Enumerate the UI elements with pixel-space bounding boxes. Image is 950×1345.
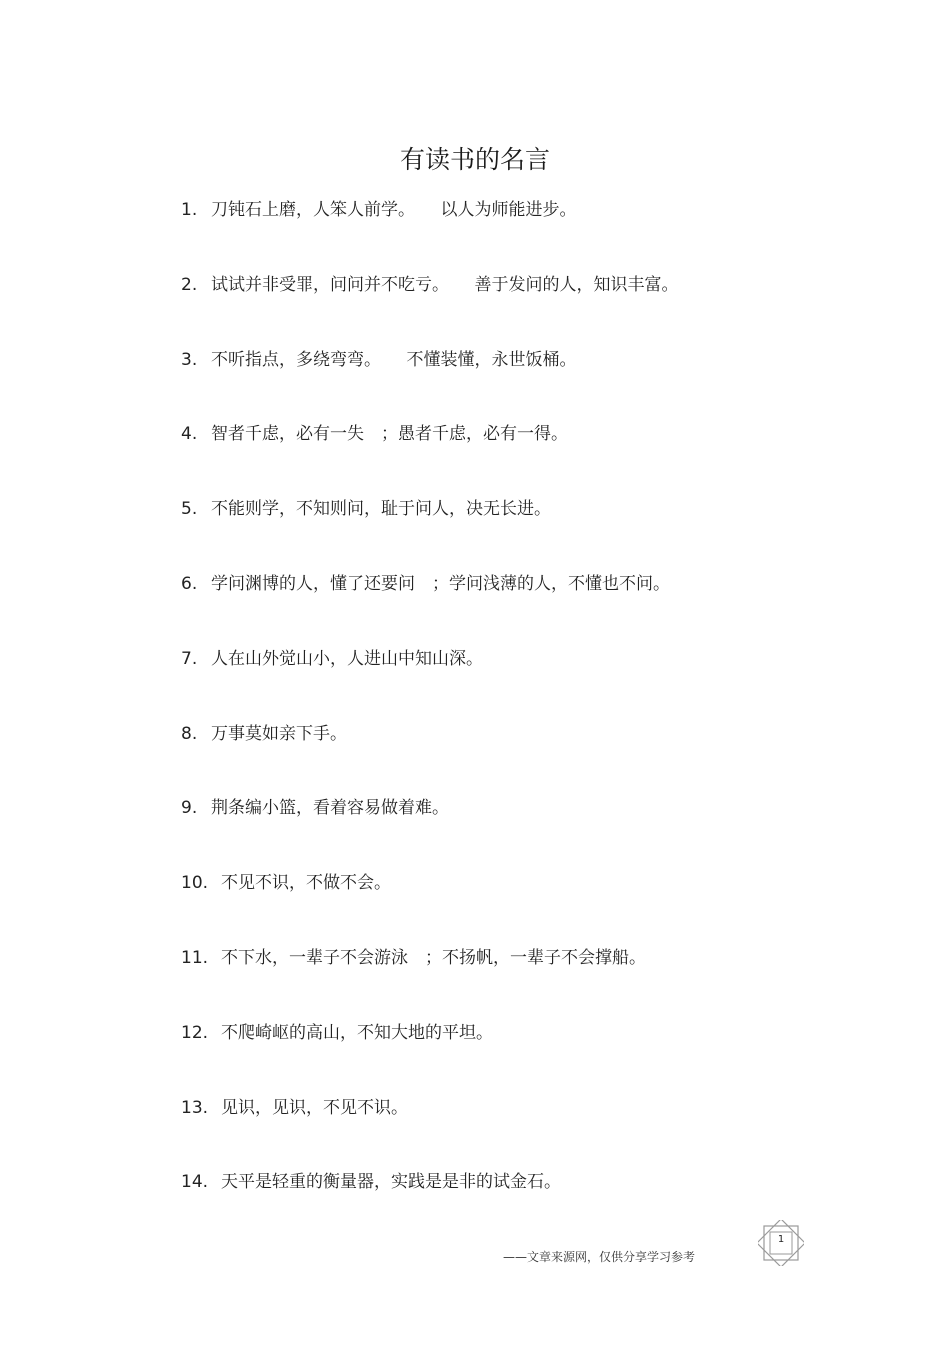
quote-number: 6.: [181, 573, 198, 594]
quote-item-7: [181, 646, 801, 721]
page-number-badge: [758, 1220, 804, 1266]
quote-text: 学问渊博的人，懂了还要问 ；学问浅薄的人，不懂也不问。: [211, 573, 670, 594]
quote-text: 见识，见识，不见不识。: [221, 1097, 408, 1118]
quote-text: 试试并非受罪，问问并不吃亏。 善于发问的人，知识丰富。: [211, 274, 679, 295]
quote-item-11: [181, 945, 801, 1020]
quote-number: 10.: [181, 873, 209, 894]
quote-item-9: [181, 795, 801, 870]
quote-number: 2.: [181, 274, 198, 295]
quote-item-8: [181, 721, 801, 796]
quote-text: 天平是轻重的衡量器，实践是是非的试金石。: [221, 1172, 561, 1193]
quote-text: 不听指点，多绕弯弯。 不懂装懂，永世饭桶。: [211, 349, 577, 370]
quote-text: 不能则学，不知则问，耻于问人，决无长进。: [211, 499, 551, 520]
quote-number: 7.: [181, 648, 198, 669]
quote-item-1: [181, 197, 801, 272]
quote-item-13: [181, 1095, 801, 1170]
quote-item-4: [181, 421, 801, 496]
quote-text: 荆条编小篮，看着容易做着难。: [211, 798, 449, 819]
quote-text: 刀钝石上磨，人笨人前学。 以人为师能进步。: [211, 200, 577, 220]
quote-item-5: [181, 496, 801, 571]
quote-number: 12.: [181, 1022, 209, 1043]
quote-text: 不爬崎岖的高山，不知大地的平坦。: [221, 1022, 493, 1043]
quote-list: [181, 197, 801, 1244]
quote-number: 5.: [181, 499, 198, 520]
quote-item-14: [181, 1169, 801, 1244]
quote-text: 不下水，一辈子不会游泳 ；不扬帆，一辈子不会撑船。: [221, 947, 646, 968]
quote-number: 9.: [181, 798, 198, 819]
quote-item-12: [181, 1020, 801, 1095]
quote-text: 万事莫如亲下手。: [211, 723, 347, 744]
page-number: 1: [777, 1234, 785, 1245]
quote-text: 智者千虑，必有一失 ；愚者千虑，必有一得。: [211, 424, 568, 445]
quote-number: 11.: [181, 947, 209, 968]
quote-text: 不见不识，不做不会。: [221, 873, 391, 894]
quote-number: 8.: [181, 723, 198, 744]
quote-number: 3.: [181, 349, 198, 370]
quote-number: 13.: [181, 1097, 209, 1118]
page-title: 有读书的名言: [399, 145, 550, 174]
quote-item-6: [181, 571, 801, 646]
quote-number: 14.: [181, 1172, 209, 1193]
quote-item-2: [181, 272, 801, 347]
quote-item-3: [181, 347, 801, 422]
quote-number: 1.: [181, 200, 198, 220]
footer-source-note: ——文章来源网，仅供分享学习参考: [503, 1250, 696, 1264]
quote-number: 4.: [181, 424, 198, 445]
quote-text: 人在山外觉山小，人进山中知山深。: [211, 648, 483, 669]
quote-item-10: [181, 870, 801, 945]
